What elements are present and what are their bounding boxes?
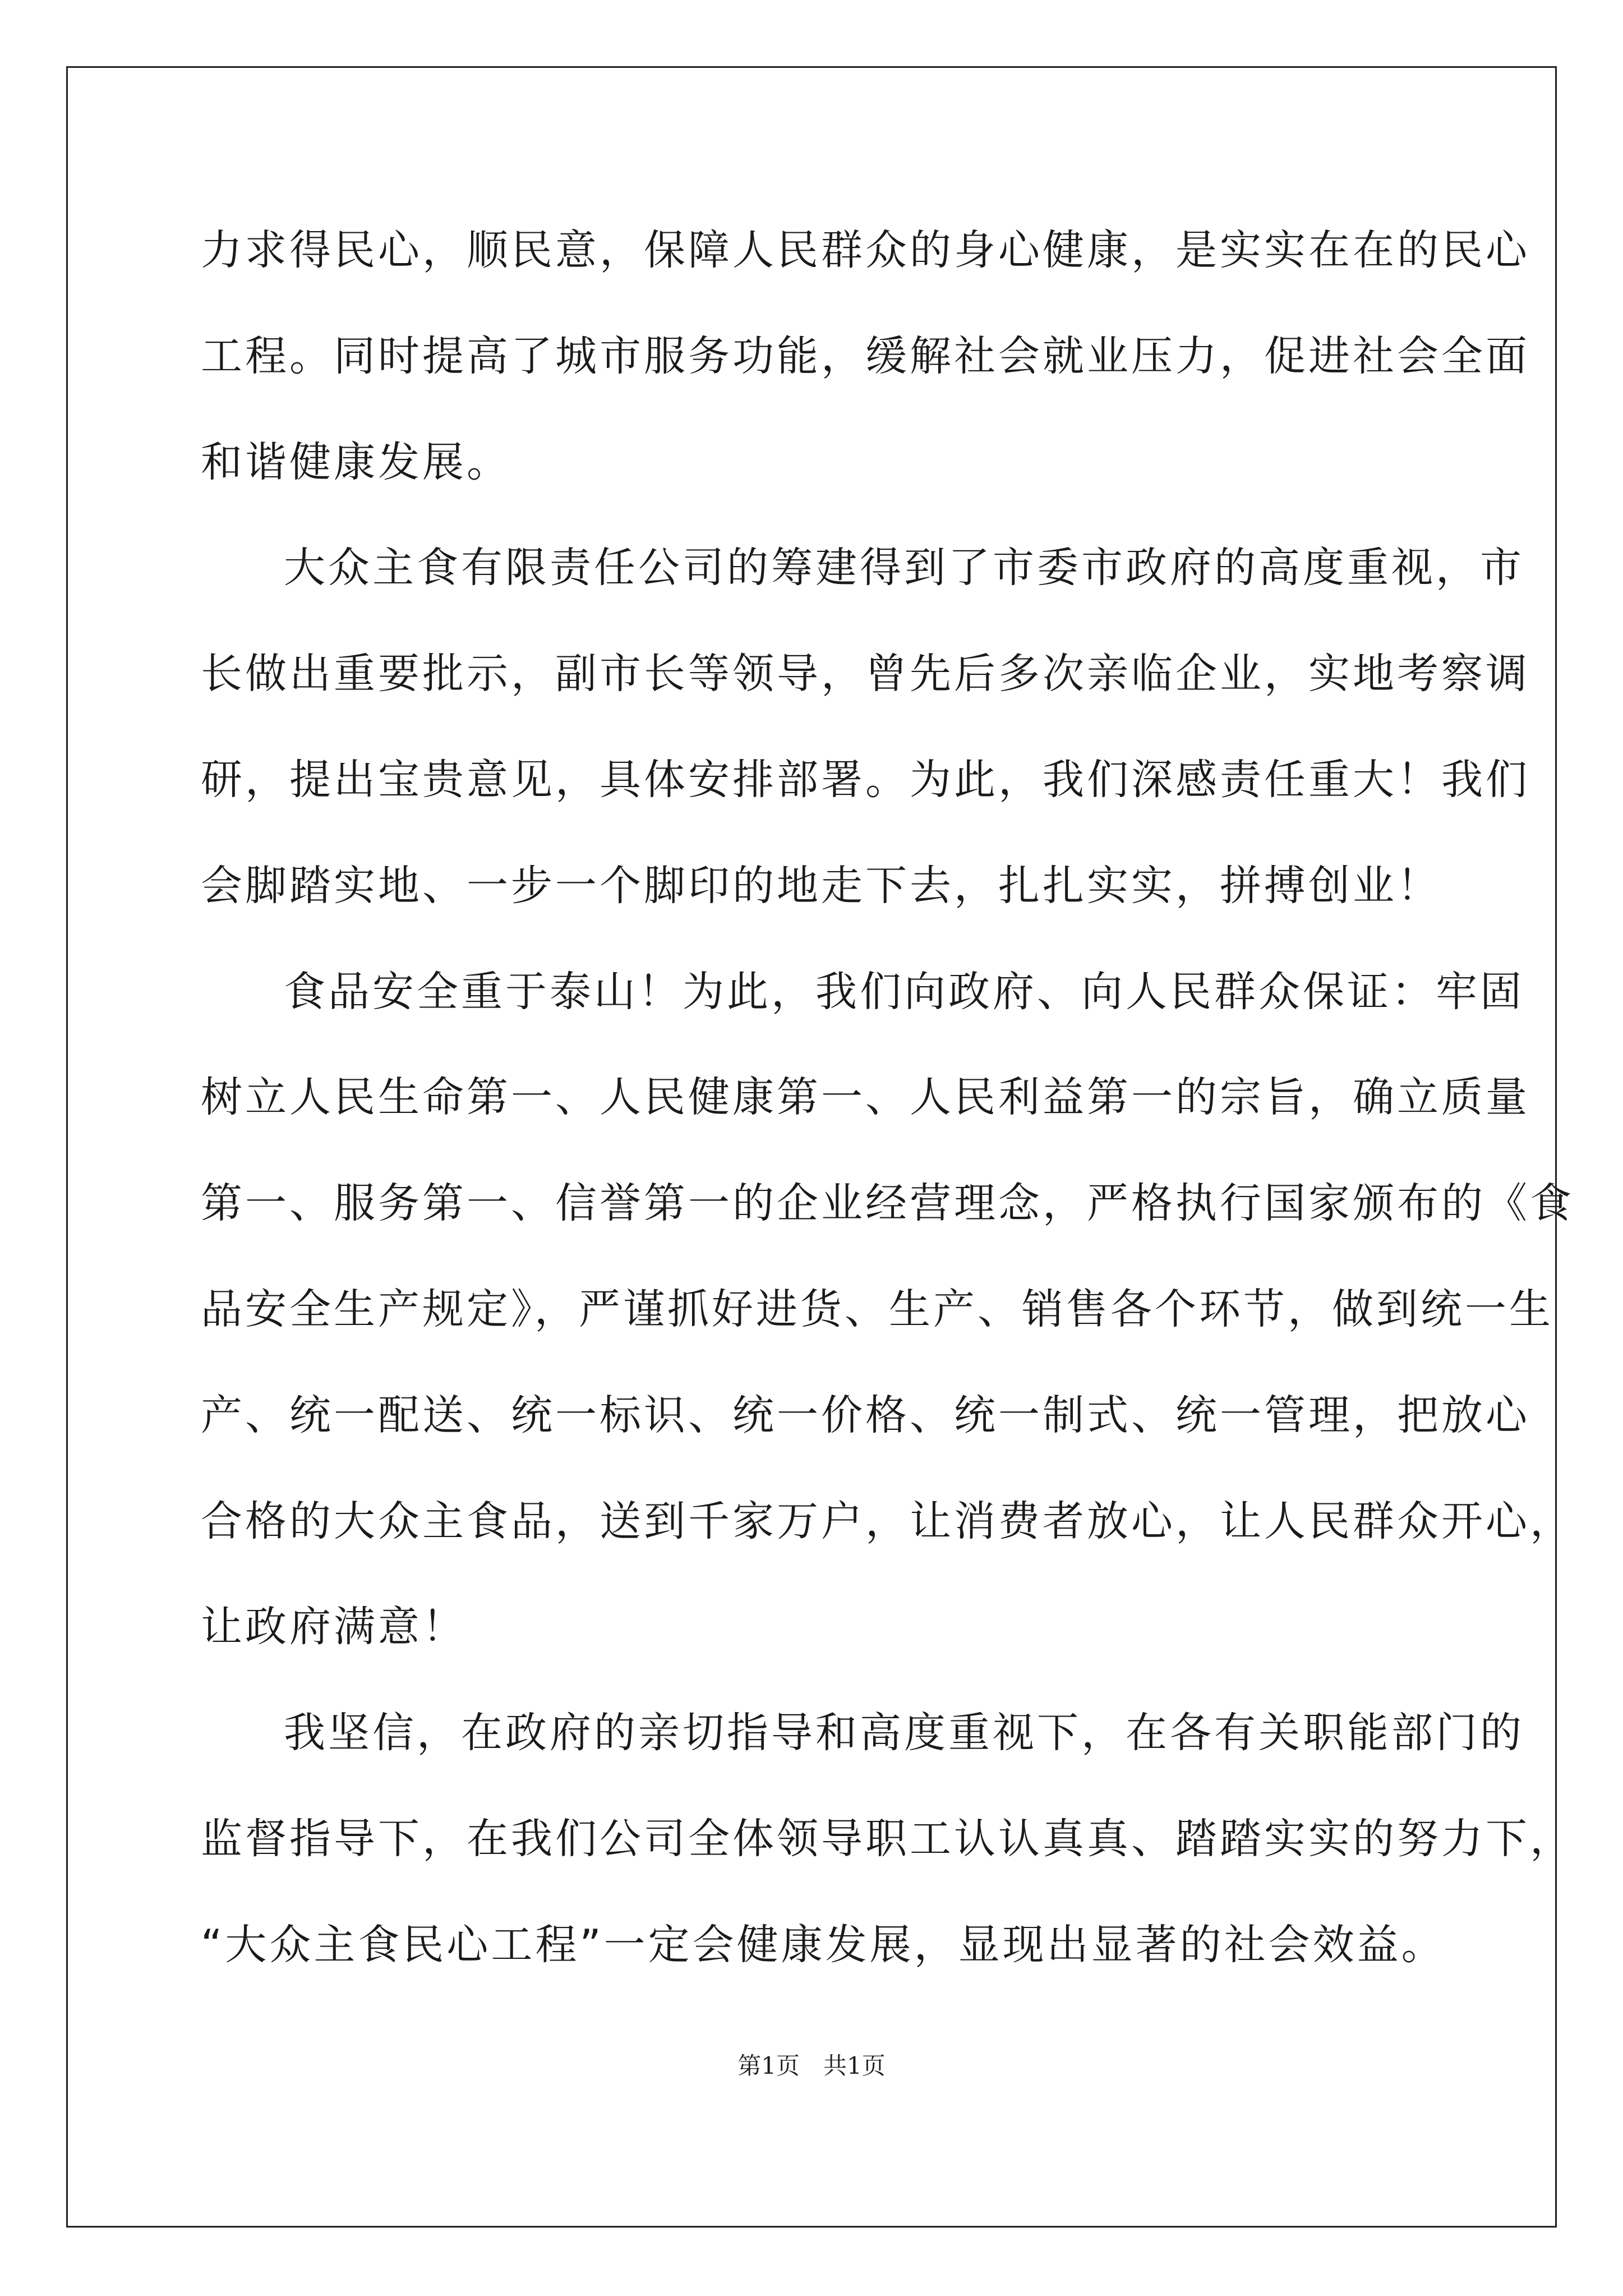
body-text-line: 长做出重要批示，副市长等领导，曾先后多次亲临企业，实地考察调	[201, 650, 1530, 698]
body-text-line: 研，提出宝贵意见，具体安排部署。为此，我们深感责任重大！我们	[201, 756, 1530, 804]
body-text-line: 食品安全重于泰山！为此，我们向政府、向人民群众保证：牢固	[284, 968, 1524, 1016]
body-text-line: 大众主食有限责任公司的筹建得到了市委市政府的高度重视，市	[284, 544, 1524, 592]
body-text-line: 品安全生产规定》，严谨抓好进货、生产、销售各个环节，做到统一生	[201, 1285, 1553, 1333]
body-text-line: 让政府满意！	[201, 1603, 467, 1651]
body-text-line: 监督指导下，在我们公司全体领导职工认认真真、踏踏实实的努力下，	[201, 1815, 1574, 1863]
body-text-line: 和谐健康发展。	[201, 438, 511, 486]
body-text-line: 产、统一配送、统一标识、统一价格、统一制式、统一管理，把放心	[201, 1391, 1530, 1439]
body-text-line: 力求得民心，顺民意，保障人民群众的身心健康，是实实在在的民心	[201, 226, 1530, 274]
body-text-line: 我坚信，在政府的亲切指导和高度重视下，在各有关职能部门的	[284, 1709, 1524, 1757]
page-number-footer: 第1页 共1页	[737, 2052, 886, 2079]
body-text-line: 会脚踏实地、一步一个脚印的地走下去，扎扎实实，拼搏创业！	[201, 862, 1441, 910]
page-border	[66, 66, 1574, 2228]
body-text-line: “大众主食民心工程”一定会健康发展，显现出显著的社会效益。	[201, 1921, 1446, 1969]
body-text-line: 工程。同时提高了城市服务功能，缓解社会就业压力，促进社会全面	[201, 332, 1530, 380]
body-text-line: 合格的大众主食品，送到千家万户，让消费者放心，让人民群众开心，	[201, 1497, 1574, 1545]
body-text-line: 树立人民生命第一、人民健康第一、人民利益第一的宗旨，确立质量	[201, 1073, 1530, 1121]
body-text-line: 第一、服务第一、信誉第一的企业经营理念，严格执行国家颁布的《食	[201, 1179, 1574, 1227]
